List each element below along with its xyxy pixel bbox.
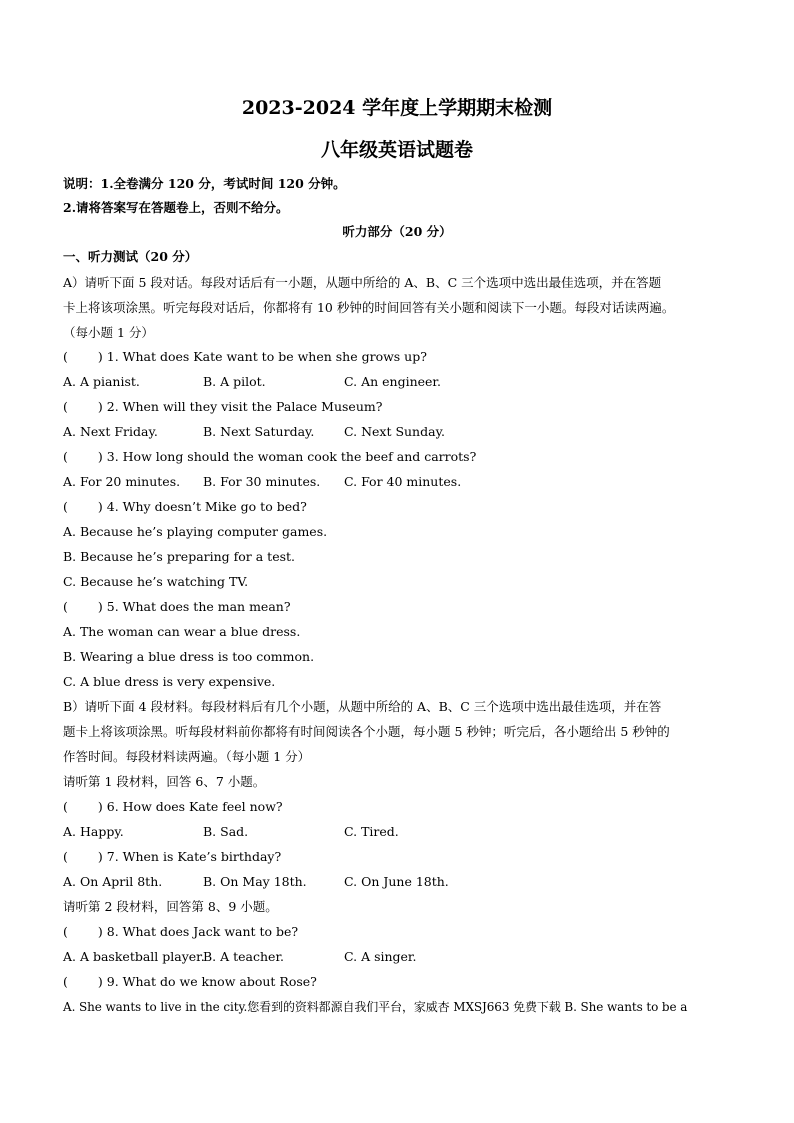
question-9-stem: ( ) 9. What do we know about Rose? <box>63 974 317 989</box>
part-b-instruction-3: 作答时间。每段材料读两遍。（每小题 1 分） <box>63 749 311 764</box>
part-b-instruction-2: 题卡上将该项涂黑。听每段材料前你都将有时间阅读各个小题，每小题 5 秒钟；听完后，各小题给出 5 秒钟的 <box>63 724 670 739</box>
answer-paren: ( <box>63 974 68 989</box>
question-7-option-b: B. On May 18th. <box>203 874 307 889</box>
question-4-option-a: A. Because he’s playing computer games. <box>63 524 328 539</box>
question-8-option-a: A. A basketball player. <box>63 949 205 964</box>
question-6-option-a: A. Happy. <box>63 824 124 839</box>
answer-paren: ( <box>63 799 68 814</box>
question-7-option-c: C. On June 18th. <box>344 874 449 889</box>
answer-paren: ( <box>63 399 68 414</box>
answer-paren: ( <box>63 499 68 514</box>
answer-paren: ( <box>63 924 68 939</box>
exam-title: 2023-2024 学年度上学期期末检测 <box>241 97 553 119</box>
question-3-stem: ( ) 3. How long should the woman cook the beef and carrots? <box>63 449 477 464</box>
exam-subtitle: 八年级英语试题卷 <box>320 139 473 161</box>
question-2-stem: ( ) 2. When will they visit the Palace Museum? <box>63 399 383 414</box>
note-line-2: 2.请将答案写在答题卷上，否则不给分。 <box>63 200 289 215</box>
part-b-instruction-1: B）请听下面 4 段材料。每段材料后有几个小题，从题中所给的 A、B、C 三个选项中选出最佳选项，并在答 <box>63 699 662 714</box>
part-a-instruction-3: （每小题 1 分） <box>63 325 154 340</box>
question-4-option-c: C. Because he’s watching TV. <box>63 574 249 589</box>
answer-paren: ( <box>63 449 68 464</box>
question-8-stem: ( ) 8. What does Jack want to be? <box>63 924 299 939</box>
material-1-heading: 请听第 1 段材料，回答 6、7 小题。 <box>63 774 266 789</box>
question-6-stem: ( ) 6. How does Kate feel now? <box>63 799 283 814</box>
note-line-1: 说明：1.全卷满分 120 分，考试时间 120 分钟。 <box>63 176 346 191</box>
question-1-stem: ( ) 1. What does Kate want to be when she grows up? <box>63 349 427 364</box>
question-2-option-a: A. Next Friday. <box>63 424 158 439</box>
question-2-option-b: B. Next Saturday. <box>203 424 315 439</box>
question-1-option-c: C. An engineer. <box>344 374 441 389</box>
answer-paren: ( <box>63 349 68 364</box>
answer-paren: ( <box>63 599 68 614</box>
question-5-option-a: A. The woman can wear a blue dress. <box>63 624 301 639</box>
question-9-options-line: A. She wants to live in the city.您看到的资料都源自我们平台，家威杏 MXSJ663 免费下载 B. She wants to be a <box>63 1000 688 1014</box>
question-4-option-b: B. Because he’s preparing for a test. <box>63 549 296 564</box>
question-3-option-b: B. For 30 minutes. <box>203 474 321 489</box>
question-5-stem: ( ) 5. What does the man mean? <box>63 599 291 614</box>
question-6-option-b: B. Sad. <box>203 824 249 839</box>
question-1-option-a: A. A pianist. <box>63 374 140 389</box>
question-8-option-b: B. A teacher. <box>203 949 285 964</box>
answer-paren: ( <box>63 849 68 864</box>
question-4-stem: ( ) 4. Why doesn’t Mike go to bed? <box>63 499 307 514</box>
question-6-option-c: C. Tired. <box>344 824 399 839</box>
question-5-option-c: C. A blue dress is very expensive. <box>63 674 276 689</box>
question-3-option-c: C. For 40 minutes. <box>344 474 462 489</box>
material-2-heading: 请听第 2 段材料，回答第 8、9 小题。 <box>63 899 278 914</box>
question-5-option-b: B. Wearing a blue dress is too common. <box>63 649 315 664</box>
question-3-option-a: A. For 20 minutes. <box>63 474 181 489</box>
question-1-option-b: B. A pilot. <box>203 374 266 389</box>
part-a-instruction-2: 卡上将该项涂黑。听完每段对话后，你都将有 10 秒钟的时间回答有关小题和阅读下一小题。每段对话读两遍。 <box>63 300 675 315</box>
question-7-option-a: A. On April 8th. <box>63 874 163 889</box>
question-7-stem: ( ) 7. When is Kate’s birthday? <box>63 849 282 864</box>
part-a-instruction-1: A）请听下面 5 段对话。每段对话后有一小题，从题中所给的 A、B、C 三个选项中选出最佳选项，并在答题 <box>63 275 662 290</box>
question-8-option-c: C. A singer. <box>344 949 417 964</box>
section-heading: 听力部分（20 分） <box>342 224 452 239</box>
part-heading: 一、听力测试（20 分） <box>63 249 198 264</box>
question-2-option-c: C. Next Sunday. <box>344 424 445 439</box>
